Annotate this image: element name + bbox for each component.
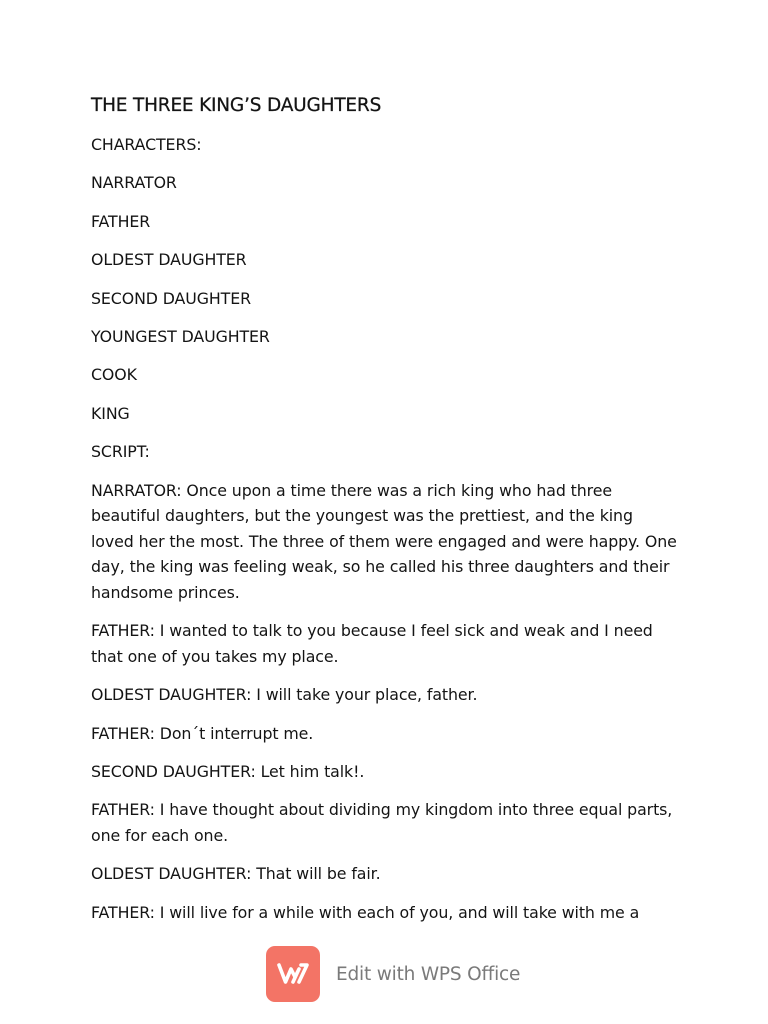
script-heading: SCRIPT:: [91, 442, 150, 462]
character-item: SECOND DAUGHTER: [91, 288, 251, 308]
script-paragraph: [91, 478, 691, 606]
paragraph-line: one for each one.: [91, 826, 228, 846]
character-item: NARRATOR: [91, 173, 177, 193]
script-paragraph: [91, 900, 691, 926]
paragraph-line: NARRATOR: Once upon a time there was a rich king who had three: [91, 480, 612, 500]
wps-w-glyph-icon: [276, 960, 310, 988]
edit-with-wps-label[interactable]: Edit with WPS Office: [336, 963, 521, 985]
wps-office-logo-icon[interactable]: [266, 946, 320, 1002]
edit-with-wps-banner[interactable]: [266, 946, 520, 1002]
document-page: [91, 93, 691, 938]
paragraph-line: FATHER: Don´t interrupt me.: [91, 723, 314, 743]
script-paragraph: [91, 861, 691, 887]
script-paragraph: [91, 759, 691, 785]
paragraph-line: that one of you takes my place.: [91, 646, 339, 666]
character-item: YOUNGEST DAUGHTER: [91, 326, 270, 346]
paragraph-line: day, the king was feeling weak, so he called his three daughters and their: [91, 557, 670, 577]
paragraph-line: OLDEST DAUGHTER: I will take your place, father.: [91, 685, 478, 705]
characters-heading: CHARACTERS:: [91, 135, 202, 154]
paragraph-line: SECOND DAUGHTER: Let him talk!.: [91, 762, 365, 782]
script-paragraph: [91, 618, 691, 669]
paragraph-line: beautiful daughters, but the youngest was the prettiest, and the king: [91, 506, 633, 526]
paragraph-line: FATHER: I will live for a while with each of you, and will take with me a: [91, 902, 640, 922]
script-paragraph: [91, 721, 691, 747]
paragraph-line: OLDEST DAUGHTER: That will be fair.: [91, 864, 381, 884]
character-item: COOK: [91, 365, 137, 385]
paragraph-line: handsome princes.: [91, 582, 240, 602]
character-item: FATHER: [91, 211, 151, 231]
paragraph-line: FATHER: I wanted to talk to you because I feel sick and weak and I need: [91, 621, 653, 641]
document-title: THE THREE KING’S DAUGHTERS: [91, 95, 382, 116]
paragraph-line: loved her the most. The three of them were engaged and were happy. One: [91, 531, 677, 551]
character-item: OLDEST DAUGHTER: [91, 250, 247, 270]
script-paragraph: [91, 682, 691, 708]
paragraph-line: FATHER: I have thought about dividing my kingdom into three equal parts,: [91, 800, 673, 820]
character-item: KING: [91, 403, 130, 423]
script-paragraph: [91, 797, 691, 848]
